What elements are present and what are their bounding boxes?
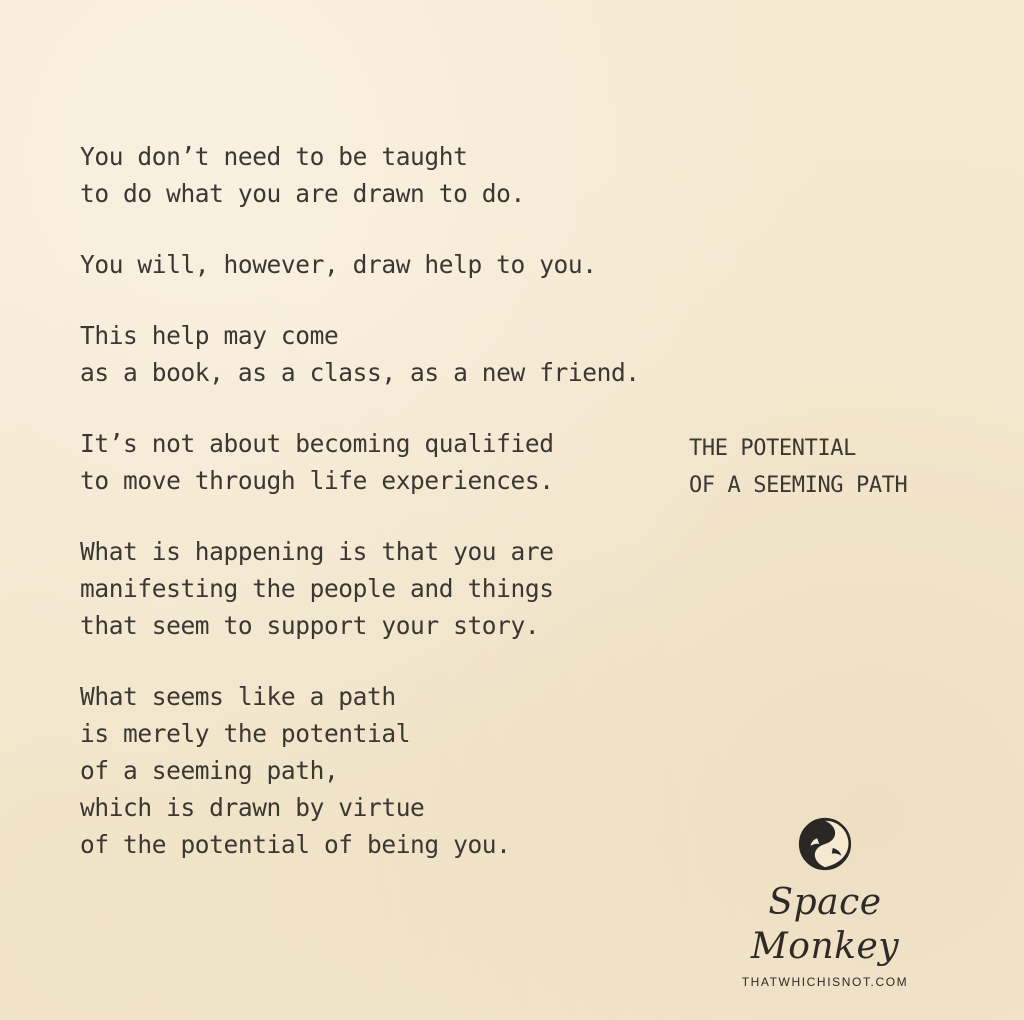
poem-line: It’s not about becoming qualified <box>80 429 554 458</box>
poem-line: What seems like a path <box>80 682 396 711</box>
stanza-2 <box>80 246 680 283</box>
poem-line: of a seeming path, <box>80 756 339 785</box>
stanza-6 <box>80 678 680 863</box>
poem-line: that seem to support your story. <box>80 611 540 640</box>
poem-line: This help may come <box>80 321 339 350</box>
poem-line: as a book, as a class, as a new friend. <box>80 358 640 387</box>
page-title <box>689 430 907 504</box>
stanza-1 <box>80 138 680 212</box>
brand-block <box>690 815 960 989</box>
space-monkey-logo-icon <box>796 815 854 873</box>
poem-line: of the potential of being you. <box>80 830 511 859</box>
stanza-4 <box>80 425 680 499</box>
stanza-5 <box>80 533 680 644</box>
stanza-3 <box>80 317 680 391</box>
poem-line: to move through life experiences. <box>80 466 554 495</box>
poem-line: is merely the potential <box>80 719 411 748</box>
poem-line: manifesting the people and things <box>80 574 554 603</box>
brand-name: Space Monkey <box>750 882 900 967</box>
poem-line: to do what you are drawn to do. <box>80 179 525 208</box>
poem-line: You don’t need to be taught <box>80 142 468 171</box>
poem-line: You will, however, draw help to you. <box>80 250 597 279</box>
title-line-1: THE POTENTIAL <box>689 436 856 461</box>
poem-line: which is drawn by virtue <box>80 793 425 822</box>
poem-line: What is happening is that you are <box>80 537 554 566</box>
poem-body <box>80 138 680 897</box>
brand-url: THATWHICHISNOT.COM <box>741 975 909 989</box>
title-line-2: OF A SEEMING PATH <box>689 473 908 498</box>
